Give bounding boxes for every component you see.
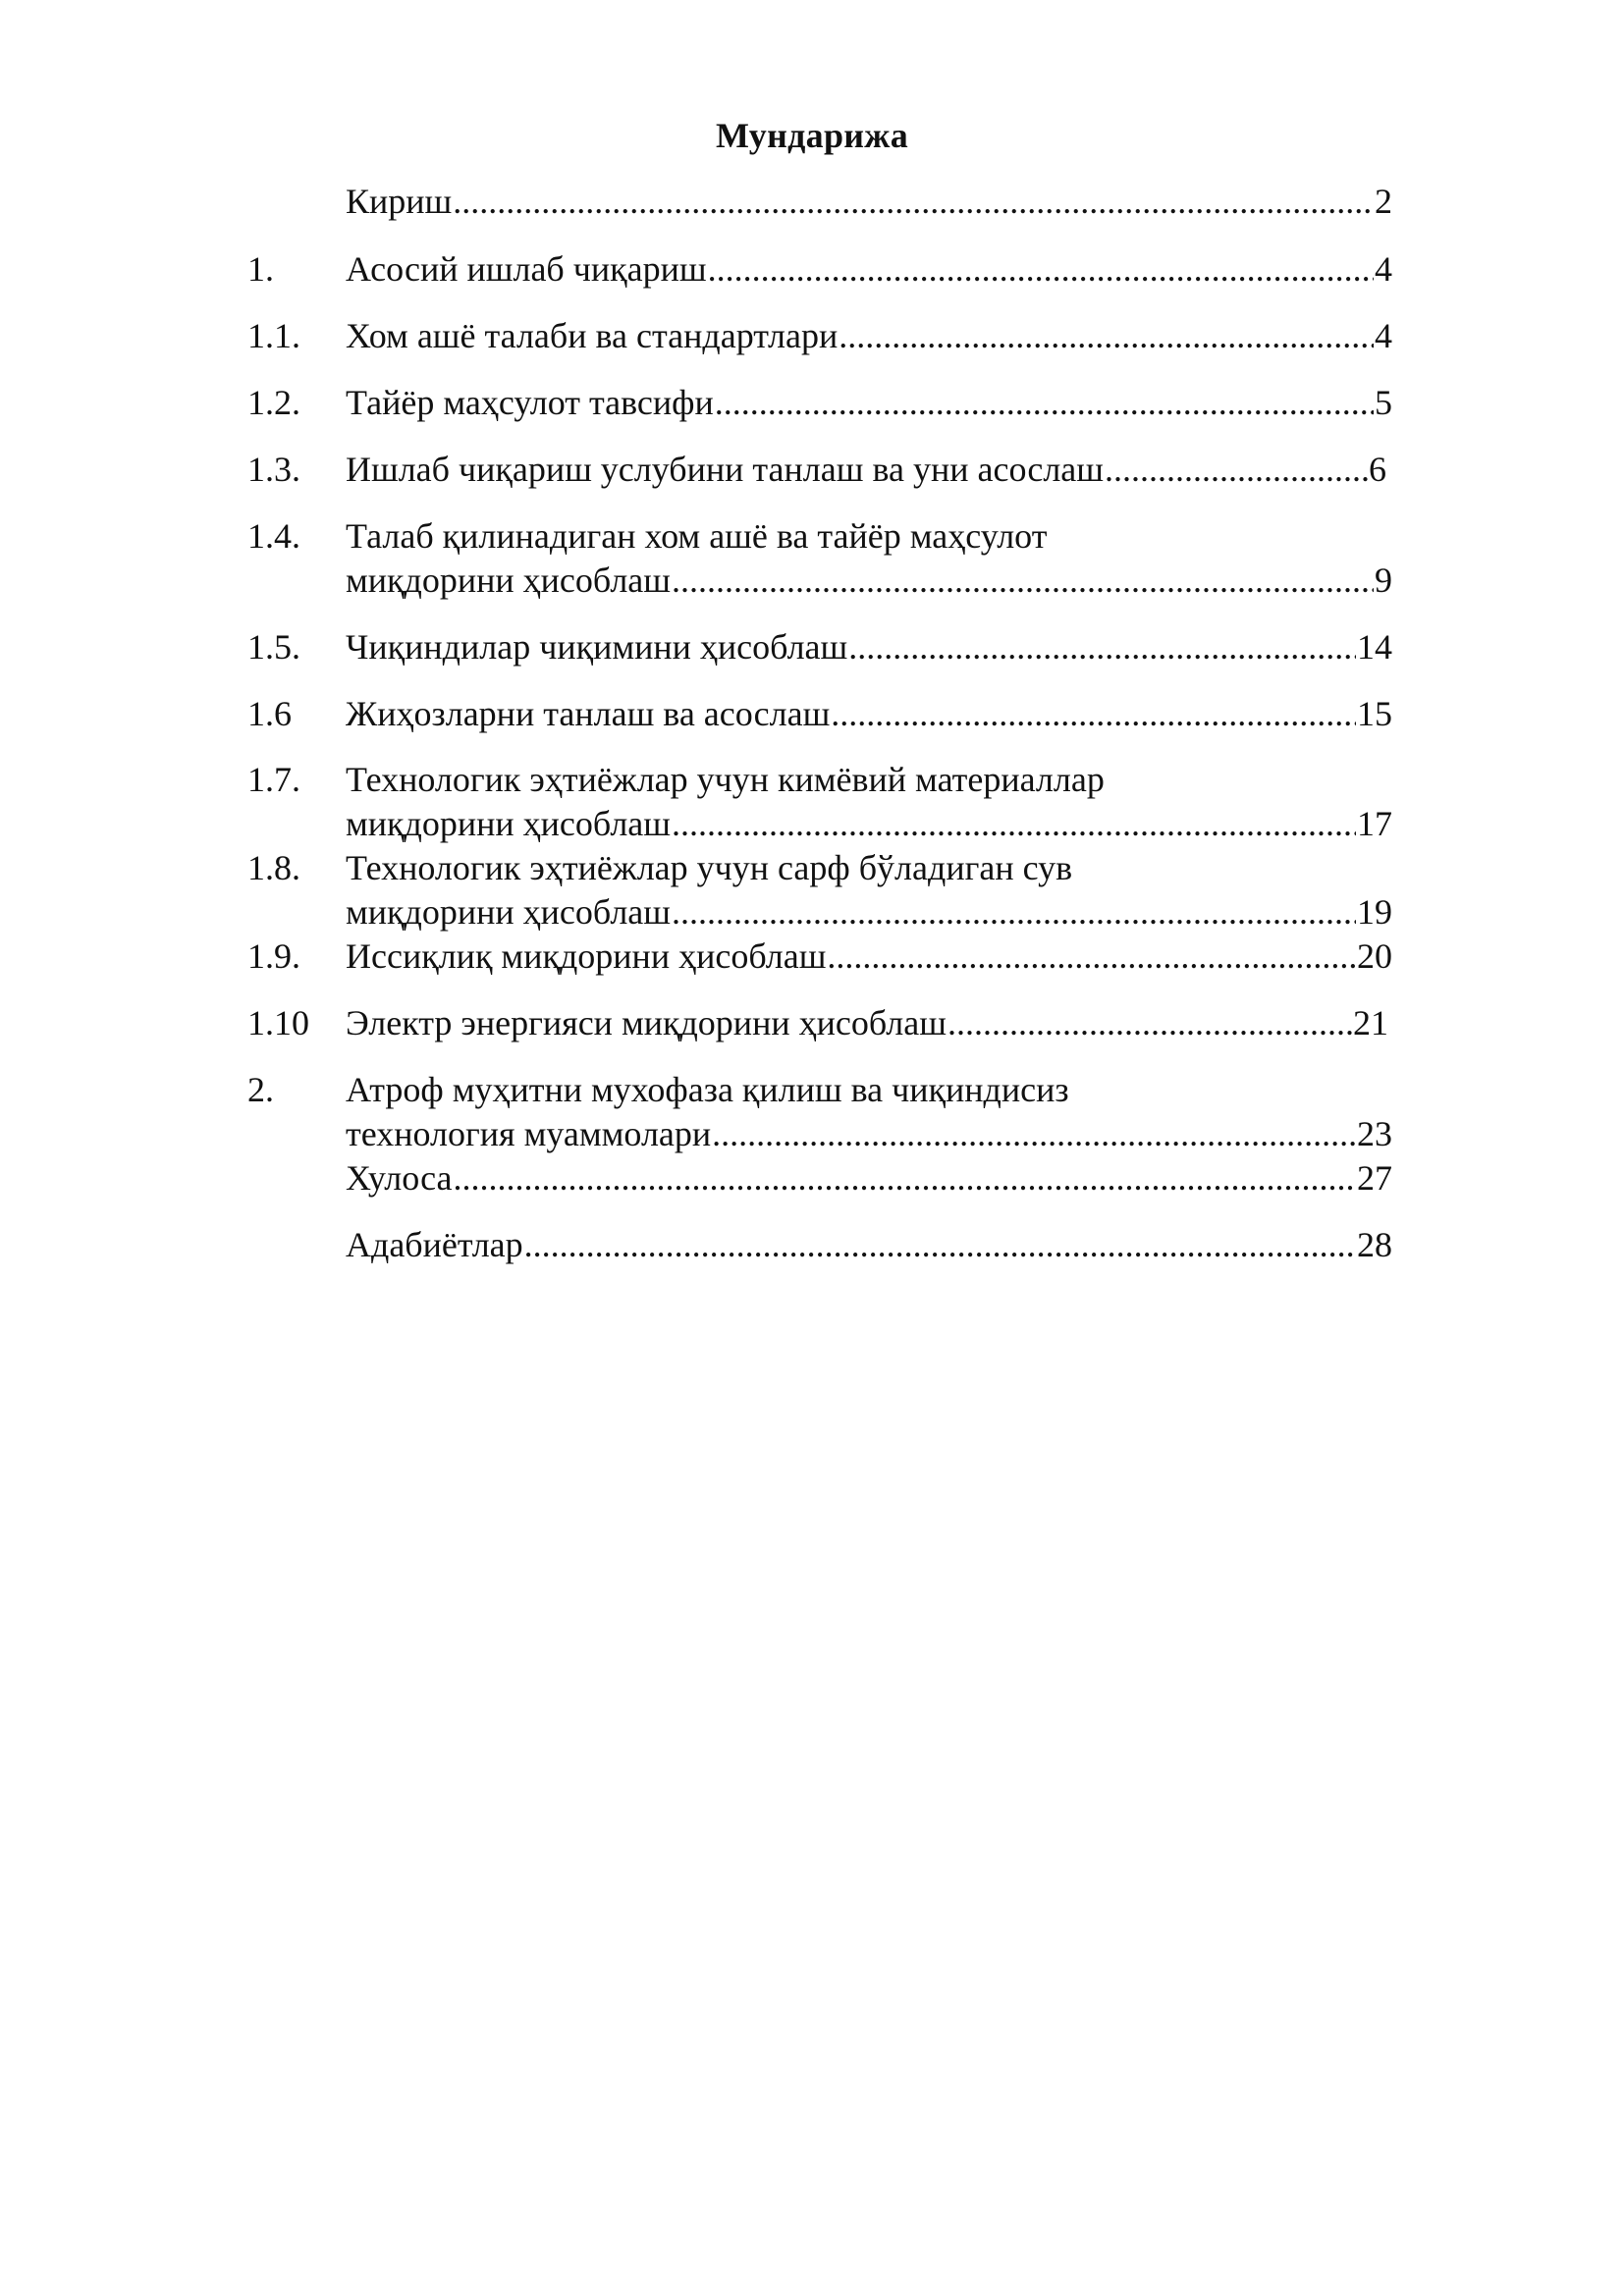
toc-line xyxy=(346,846,1392,890)
toc-entry-title: Талаб қилинадиган хом ашё ва тайёр маҳсулот xyxy=(346,516,1048,556)
toc-page-number: 5 xyxy=(1375,383,1392,422)
toc-line xyxy=(346,1223,1392,1267)
toc-entry-title: Технологик эҳтиёжлар учун кимёвий материаллар xyxy=(346,760,1105,799)
dot-leader xyxy=(712,1112,1356,1156)
toc-page-number: 27 xyxy=(1357,1158,1392,1198)
dot-leader xyxy=(672,890,1356,934)
dot-leader xyxy=(1105,448,1368,492)
toc-line xyxy=(346,559,1392,603)
toc-page-number: 20 xyxy=(1357,936,1392,976)
toc-entry-title: Хом ашё талаби ва стандартлари xyxy=(346,316,839,355)
toc-section-number: 1.1. xyxy=(247,316,300,355)
toc-entry-title: Адабиётлар xyxy=(346,1225,523,1264)
toc-page-number: 28 xyxy=(1357,1225,1392,1264)
toc-page-number: 4 xyxy=(1375,316,1392,355)
toc-entry-title: Атроф муҳитни мухофаза қилиш ва чиқиндисиз xyxy=(346,1070,1069,1109)
toc-section-number: 1.4. xyxy=(247,516,300,556)
toc-line xyxy=(346,247,1392,292)
toc-line xyxy=(346,314,1392,358)
toc-page-number: 21 xyxy=(1353,1003,1388,1042)
toc-entry-title: Электр энергияси миқдорини ҳисоблаш xyxy=(346,1003,947,1042)
dot-leader xyxy=(827,934,1356,979)
toc-entry-title: Технологик эҳтиёжлар учун сарф бўладиган сув xyxy=(346,848,1073,887)
toc-line xyxy=(346,1156,1392,1201)
toc-page-number: 6 xyxy=(1369,450,1386,489)
page-title: Мундарижа xyxy=(715,116,909,155)
toc-entry-title: Кириш xyxy=(346,182,453,221)
toc-line xyxy=(346,514,1392,559)
toc-line xyxy=(346,625,1392,669)
dot-leader xyxy=(831,692,1356,736)
toc-line xyxy=(346,802,1392,846)
toc-entry-title: технология муаммолари xyxy=(346,1114,712,1153)
dot-leader xyxy=(848,625,1356,669)
dot-leader xyxy=(715,381,1374,425)
toc-page-number: 19 xyxy=(1357,892,1392,932)
dot-leader xyxy=(839,314,1374,358)
dot-leader xyxy=(672,802,1356,846)
toc-line xyxy=(346,180,1392,224)
toc-section-number: 1.9. xyxy=(247,936,300,976)
toc-line xyxy=(346,1001,1388,1045)
toc-line xyxy=(346,758,1392,802)
toc-entry-title: Ишлаб чиқариш услубини танлаш ва уни асослаш xyxy=(346,450,1104,489)
dot-leader xyxy=(453,180,1374,224)
toc-entry-title: миқдорини ҳисоблаш xyxy=(346,561,671,600)
toc-page-number: 2 xyxy=(1375,182,1392,221)
toc-line xyxy=(346,1068,1392,1112)
toc-section-number: 1.8. xyxy=(247,848,300,887)
toc-line xyxy=(346,381,1392,425)
dot-leader xyxy=(672,559,1374,603)
toc-section-number: 1.6 xyxy=(247,694,292,733)
toc-section-number: 1.10 xyxy=(247,1003,309,1042)
toc-page-number: 17 xyxy=(1357,804,1392,843)
toc-entry-title: миқдорини ҳисоблаш xyxy=(346,892,671,932)
toc-page-number: 23 xyxy=(1357,1114,1392,1153)
toc-entry-title: Чиқиндилар чиқимини ҳисоблаш xyxy=(346,627,848,667)
toc-entry-title: Асосий ишлаб чиқариш xyxy=(346,249,707,289)
toc-section-number: 1.5. xyxy=(247,627,300,667)
toc-page-number: 4 xyxy=(1375,249,1392,289)
toc-line xyxy=(346,448,1386,492)
toc-section-number: 1. xyxy=(247,249,274,289)
toc-entry-title: миқдорини ҳисоблаш xyxy=(346,804,671,843)
toc-line xyxy=(346,890,1392,934)
dot-leader xyxy=(947,1001,1352,1045)
toc-entry-title: Хулоса xyxy=(346,1158,453,1198)
toc-page-number: 15 xyxy=(1357,694,1392,733)
dot-leader xyxy=(708,247,1374,292)
toc-section-number: 1.7. xyxy=(247,760,300,799)
toc-section-number: 2. xyxy=(247,1070,274,1109)
toc-line xyxy=(346,934,1392,979)
toc-page-number: 14 xyxy=(1357,627,1392,667)
toc-line xyxy=(346,692,1392,736)
toc-line xyxy=(346,1112,1392,1156)
toc-entry-title: Тайёр маҳсулот тавсифи xyxy=(346,383,714,422)
toc-entry-title: Жиҳозларни танлаш ва асослаш xyxy=(346,694,831,733)
dot-leader xyxy=(524,1223,1356,1267)
toc-section-number: 1.3. xyxy=(247,450,300,489)
toc-entry-title: Иссиқлиқ миқдорини ҳисоблаш xyxy=(346,936,827,976)
dot-leader xyxy=(454,1156,1356,1201)
toc-section-number: 1.2. xyxy=(247,383,300,422)
toc-page-number: 9 xyxy=(1375,561,1392,600)
